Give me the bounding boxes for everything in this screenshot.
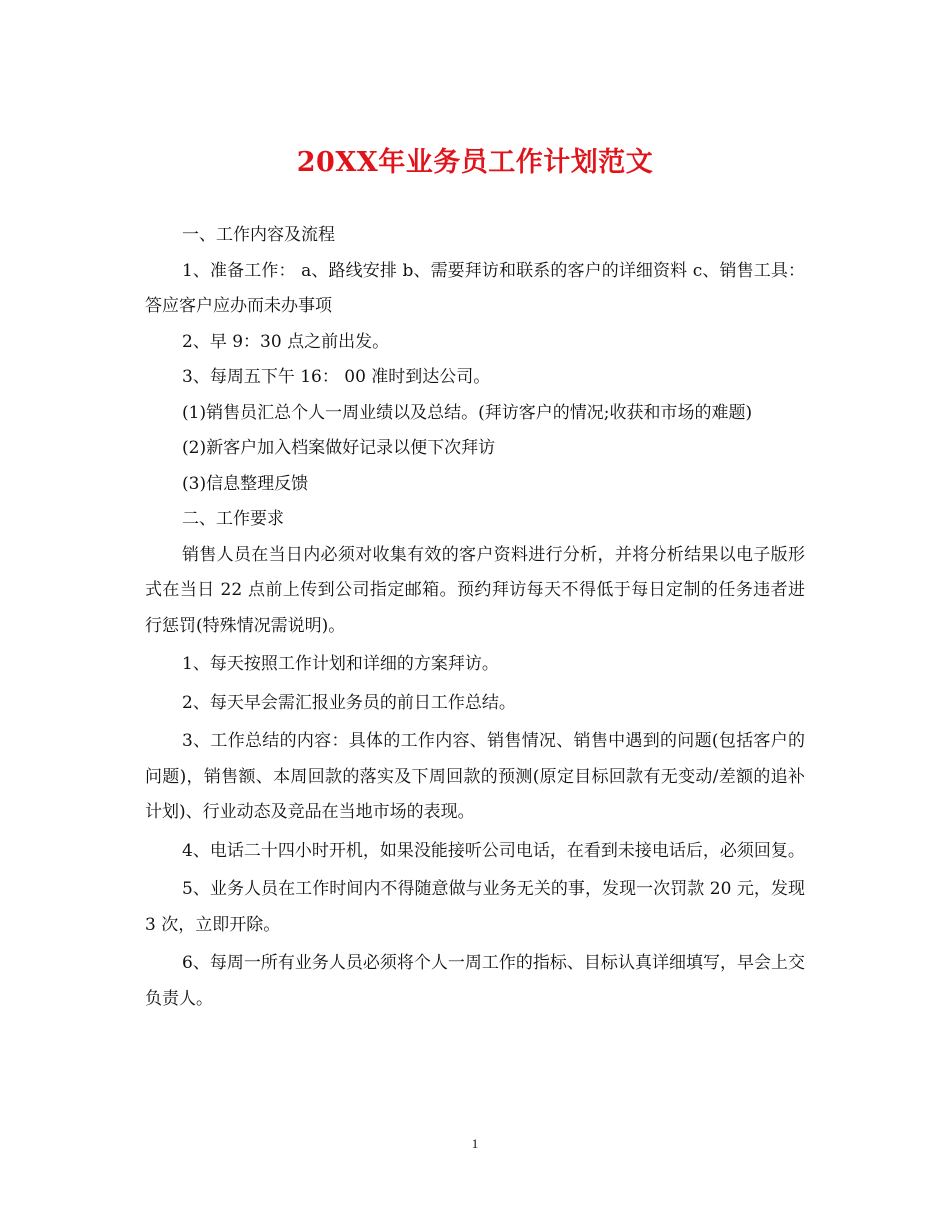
paragraph-work-discipline: 5、业务人员在工作时间内不得随意做与业务无关的事，发现一次罚款 20 元，发现 3 次，立即开除。 <box>145 879 805 935</box>
document-title: 20XX年业务员工作计划范文 <box>296 147 654 178</box>
paragraph-weekly-summary: (1)销售员汇总个人一周业绩以及总结。(拜访客户的情况;收获和市场的难题) <box>182 402 753 423</box>
section-heading-work-requirements: 二、工作要求 <box>182 509 284 529</box>
paragraph-preparation: 1、准备工作： a、路线安排 b、需要拜访和联系的客户的详细资料 c、销售工具：答应客户应办而未办事项 <box>145 260 805 316</box>
page-number: 1 <box>471 1136 479 1151</box>
paragraph-phone-on: 4、电话二十四小时开机，如果没能接听公司电话，在看到未接电话后，必须回复。 <box>182 840 805 861</box>
paragraph-summary-content: 3、工作总结的内容：具体的工作内容、销售情况、销售中遇到的问题(包括客户的问题)，销售额、本周回款的落实及下周回款的预测(原定目标回款有无变动/差额的追补计划)、行业动态及竞品在当地市场的表现。 <box>145 731 805 822</box>
paragraph-friday-return: 3、每周五下午 16： 00 准时到达公司。 <box>182 367 491 387</box>
paragraph-info-feedback: (3)信息整理反馈 <box>182 473 309 494</box>
paragraph-departure-time: 2、早 9：30 点之前出发。 <box>182 331 390 352</box>
paragraph-weekly-targets: 6、每周一所有业务人员必须将个人一周工作的指标、目标认真详细填写，早会上交负责人。 <box>145 953 805 1009</box>
section-heading-work-content: 一、工作内容及流程 <box>182 225 335 245</box>
paragraph-morning-meeting: 2、每天早会需汇报业务员的前日工作总结。 <box>182 692 516 713</box>
document-body <box>145 218 805 1017</box>
paragraph-new-clients: (2)新客户加入档案做好记录以便下次拜访 <box>182 438 496 458</box>
paragraph-client-analysis: 销售人员在当日内必须对收集有效的客户资料进行分析，并将分析结果以电子版形式在当日 22 点前上传到公司指定邮箱。预约拜访每天不得低于每日定制的任务违者进行惩罚(特殊情况需说明)。 <box>145 544 805 636</box>
paragraph-daily-visits: 1、每天按照工作计划和详细的方案拜访。 <box>182 654 499 674</box>
